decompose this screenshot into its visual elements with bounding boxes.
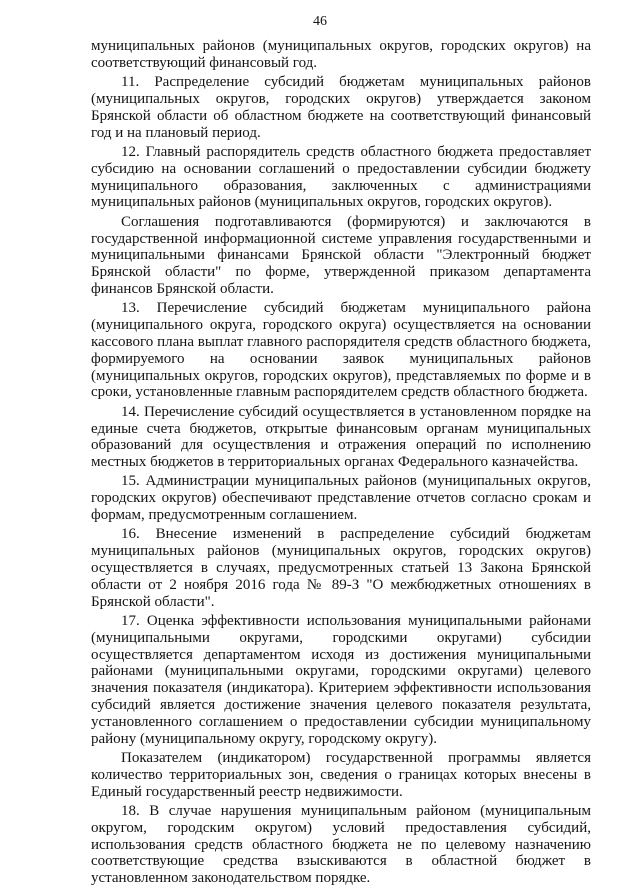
- paragraph-continuation: муниципальных районов (муниципальных округов, городских округов) на соответствующий финансовый год.: [91, 38, 591, 71]
- paragraph-18: 18. В случае нарушения муниципальным районом (муниципальным округом, городским округом) условий предоставления субсидий, использования средств областного бюджета не по целевому назначению соответствующие средства взыскиваются в областной бюджет в установленном законодательством порядке.: [91, 803, 591, 887]
- paragraph-12: 12. Главный распорядитель средств областного бюджета предоставляет субсидию на основании соглашений о предоставлении субсидии бюджету муниципального образования, заключенных с администрациями муниципальных районов (муниципальных округов, городских округов).: [91, 143, 591, 211]
- paragraph-indicator: Показателем (индикатором) государственной программы является количество территориальных зон, сведения о границах которых внесены в Единый государственный реестр недвижимости.: [91, 750, 591, 800]
- page-number: 46: [313, 14, 327, 29]
- paragraph-15: 15. Администрации муниципальных районов (муниципальных округов, городских округов) обеспечивают представление отчетов согласно срокам и формам, предусмотренным соглашением.: [91, 473, 591, 524]
- document-body: [91, 38, 591, 887]
- paragraph-17: 17. Оценка эффективности использования муниципальными районами (муниципальными округами, городскими округами) субсидии осуществляется департаментом исходя из достижения муниципальными районами (муниципальными округами, городскими округами) целевого значения показателя (индикатора). Критерием эффективности использования субсидий является достижение значения целевого показателя результата, установленного соглашением о предоставлении субсидии муниципальному району (муниципальному округу, городскому округу).: [91, 613, 591, 747]
- paragraph-agreements: Соглашения подготавливаются (формируются) и заключаются в государственной информационной системе управления государственными и муниципальными финансами Брянской области "Электронный бюджет Брянской области" по форме, утвержденной приказом департамента финансов Брянской области.: [91, 213, 591, 297]
- paragraph-16: 16. Внесение изменений в распределение субсидий бюджетам муниципальных районов (муниципальных округов, городских округов) осуществляется в случаях, предусмотренных статьей 13 Закона Брянской области от 2 ноября 2016 года № 89-З "О межбюджетных отношениях в Брянской области".: [91, 526, 591, 610]
- paragraph-13: 13. Перечисление субсидий бюджетам муниципального района (муниципального округа, городского округа) осуществляется на основании кассового плана выплат главного распорядителя средств областного бюджета, формируемого на основании заявок муниципальных районов (муниципальных округов, городских округов), представляемых по форме и в сроки, установленные главным распорядителем средств областного бюджета.: [91, 300, 591, 401]
- paragraph-11: 11. Распределение субсидий бюджетам муниципальных районов (муниципальных округов, городских округов) утверждается законом Брянской области об областном бюджете на соответствующий финансовый год и на плановый период.: [91, 74, 591, 141]
- paragraph-14: 14. Перечисление субсидий осуществляется в установленном порядке на единые счета бюджетов, открытые финансовым органам муниципальных образований для осуществления и отражения операций по исполнению местных бюджетов в территориальных органах Федерального казначейства.: [91, 403, 591, 471]
